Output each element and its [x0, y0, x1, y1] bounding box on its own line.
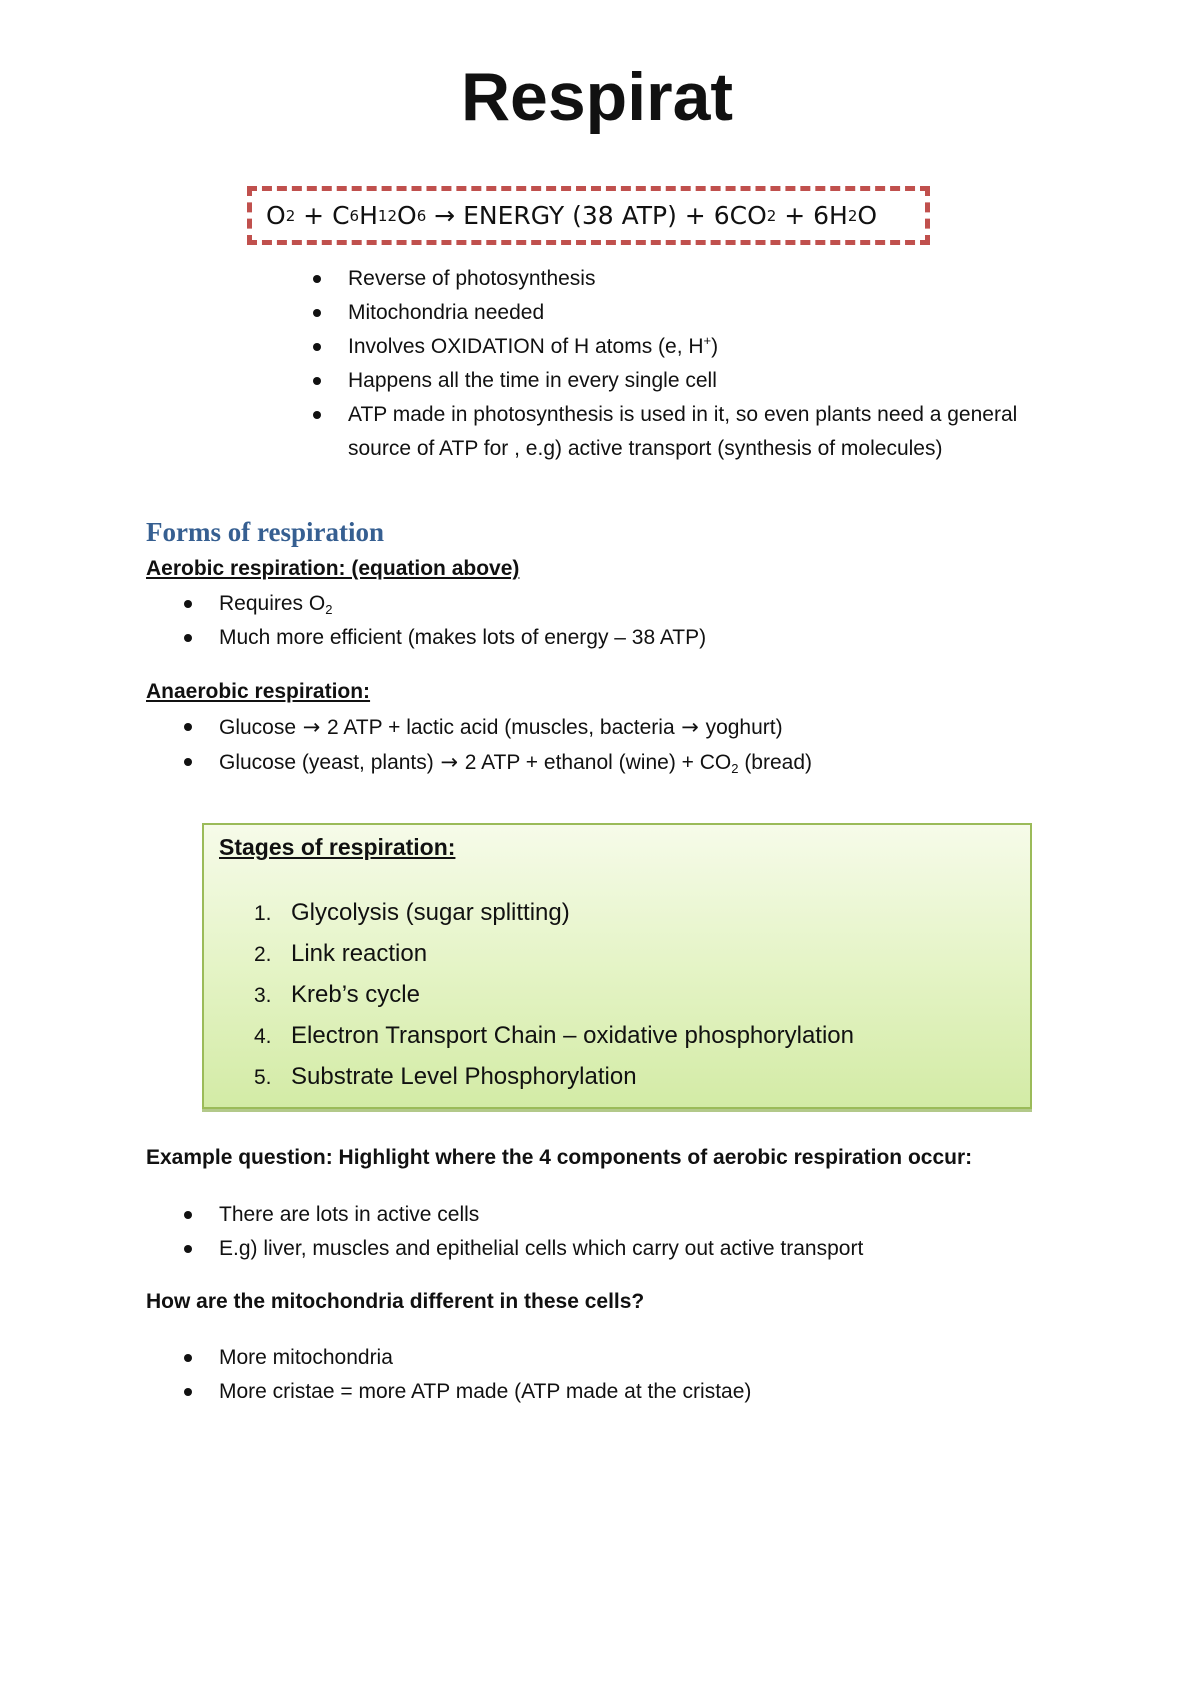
- stage-item: 3. Kreb’s cycle: [254, 981, 420, 1008]
- stages-list: [254, 893, 854, 1098]
- list-item: Reverse of photosynthesis: [348, 262, 1078, 296]
- list-item: Requires O2: [219, 587, 1079, 621]
- stage-item: 2. Link reaction: [254, 940, 428, 967]
- list-item: Glucose (yeast, plants) → 2 ATP + ethanol (wine) + CO2 (bread): [219, 745, 1079, 780]
- anaerobic-bullet-list: [219, 710, 1079, 780]
- example-bullet-list: [219, 1198, 1079, 1266]
- list-item: Glucose → 2 ATP + lactic acid (muscles, bacteria → yoghurt): [219, 710, 1079, 745]
- list-item: Involves OXIDATION of H atoms (e, H+): [348, 330, 1078, 364]
- stages-title: Stages of respiration:: [219, 834, 456, 860]
- list-item: More cristae = more ATP made (ATP made at the cristae): [219, 1375, 1079, 1409]
- list-item: Happens all the time in every single cell: [348, 364, 1078, 398]
- stage-item: 1. Glycolysis (sugar splitting): [254, 899, 570, 926]
- stage-item: 5. Substrate Level Phosphorylation: [254, 1063, 637, 1090]
- respiration-equation: O 2 + C 6 H 12 O 6 → ENERGY (38 ATP) + 6CO 2 + 6H 2 O: [247, 186, 930, 245]
- aerobic-bullet-list: [219, 587, 1079, 655]
- intro-bullet-list: [348, 262, 1078, 466]
- anaerobic-heading: Anaerobic respiration:: [146, 680, 371, 703]
- list-item: Much more efficient (makes lots of energy – 38 ATP): [219, 621, 1079, 655]
- mitochondria-question: How are the mitochondria different in these cells?: [146, 1290, 645, 1313]
- stages-box: [202, 823, 1032, 1109]
- stage-item: 4. Electron Transport Chain – oxidative phosphorylation: [254, 1022, 854, 1049]
- list-item: E.g) liver, muscles and epithelial cells which carry out active transport: [219, 1232, 1079, 1266]
- list-item: There are lots in active cells: [219, 1198, 1079, 1232]
- mitochondria-bullet-list: [219, 1341, 1079, 1409]
- example-question: Example question: Highlight where the 4 components of aerobic respiration occur:: [146, 1146, 973, 1169]
- list-item: ATP made in photosynthesis is used in it, so even plants need a general source of ATP for , e.g) active transport (synthesis of molecules): [348, 398, 1078, 466]
- list-item: Mitochondria needed: [348, 296, 1078, 330]
- arrow-icon: →: [296, 715, 327, 739]
- arrow-icon: →: [674, 715, 706, 739]
- arrow-icon: →: [433, 750, 465, 774]
- list-item: More mitochondria: [219, 1341, 1079, 1375]
- forms-heading: Forms of respiration: [146, 517, 384, 547]
- aerobic-heading: Aerobic respiration: (equation above): [146, 557, 520, 580]
- page-title: Respirat: [460, 59, 734, 135]
- arrow-icon: →: [426, 201, 464, 230]
